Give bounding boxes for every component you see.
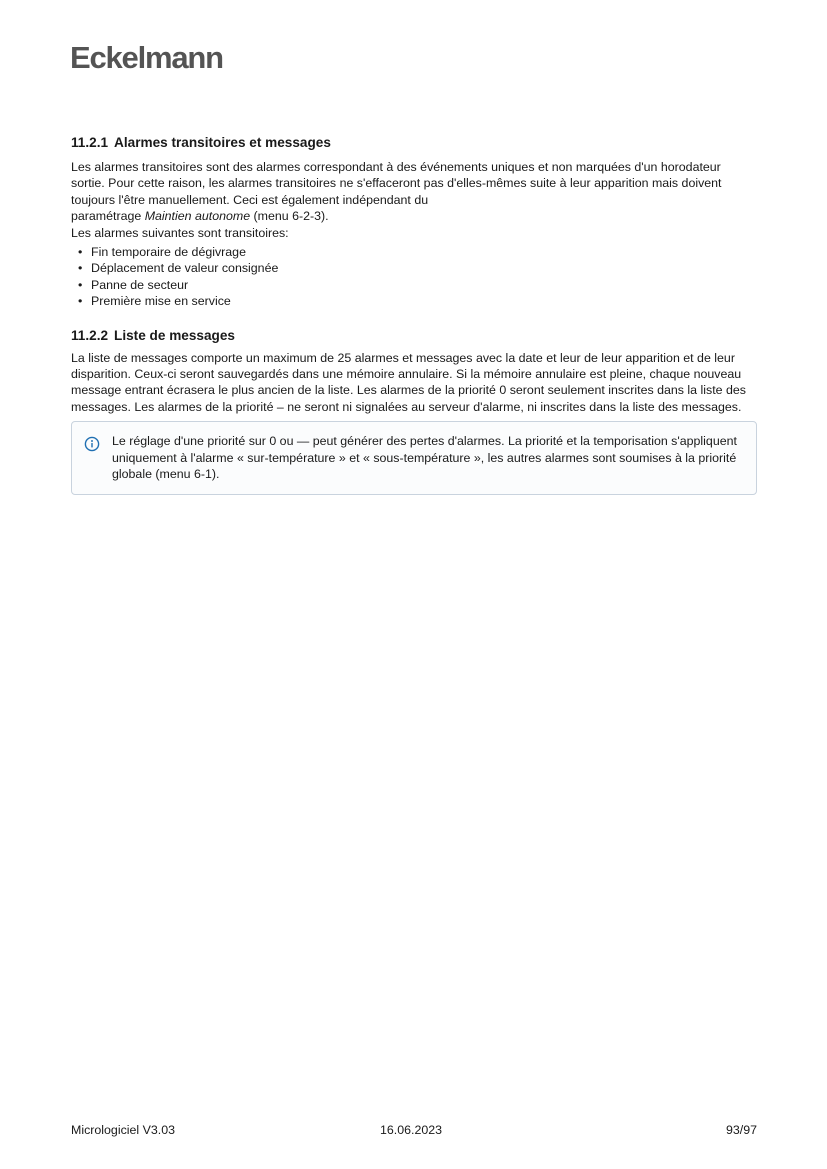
eckelmann-logo: Eckelmann bbox=[70, 40, 223, 75]
info-box bbox=[71, 421, 757, 494]
section2-paragraph: La liste de messages comporte un maximum de 25 alarmes et messages avec la date et leur de leur apparition et de leur disparition. Ceux-ci seront sauvegardés dans une mémoire annulaire. Si la mémoire annulaire est pleine, chaque nouveau message entrant écrasera le plus ancien de la liste. Les alarmes de la priorité 0 seront seulement inscrites dans la liste des messages. Les alarmes de la priorité – ne seront ni signalées au serveur d'alarme, ni inscrites dans la liste des messages. bbox=[71, 350, 746, 414]
document-content bbox=[71, 134, 757, 495]
section-number: 11.2.2 bbox=[71, 327, 109, 343]
parameter-name: Maintien autonome bbox=[144, 209, 251, 224]
list-item: • Panne de secteur bbox=[91, 277, 757, 293]
footer-page-number: 93/97 bbox=[725, 1123, 757, 1137]
list-item: • Fin temporaire de dégivrage bbox=[91, 244, 757, 260]
section1-paragraph: Les alarmes transitoires sont des alarmes correspondant à des événements uniques et non marquées d'un horodateur sortie. Pour cette raison, les alarmes transitoires ne s'effaceront pas d'elles-mêmes suite à leur apparition mais doivent toujours l'être manuellement. Ceci est également indépendant du bbox=[71, 160, 722, 207]
text-prefix: paramétrage bbox=[71, 209, 145, 224]
section1-paragraph-parameter bbox=[71, 208, 757, 224]
footer-date: 16.06.2023 bbox=[380, 1123, 443, 1137]
list-item: • Première mise en service bbox=[91, 293, 757, 309]
section1-list-intro: Les alarmes suivantes sont transitoires: bbox=[71, 225, 289, 240]
page-footer bbox=[71, 1123, 757, 1139]
section-number: 11.2.1 bbox=[71, 135, 109, 150]
list-item: • Déplacement de valeur consignée bbox=[91, 260, 757, 276]
section-title: Alarmes transitoires et messages bbox=[114, 135, 331, 150]
transitory-alarms-list bbox=[71, 244, 757, 310]
text-suffix: (menu 6-2-3). bbox=[250, 209, 329, 224]
section-title: Liste de messages bbox=[114, 327, 235, 343]
info-text: Le réglage d'une priorité sur 0 ou — peut générer des pertes d'alarmes. La priorité et la temporisation s'appliquent uniquement à l'alarme « sur-température » et « sous-température », les autres alarmes sont soumises à la priorité globale (menu 6-1). bbox=[112, 434, 737, 482]
section-heading-11-2-2 bbox=[71, 327, 757, 345]
section-heading-11-2-1 bbox=[71, 134, 757, 152]
info-circle-icon bbox=[84, 436, 100, 452]
footer-product: Micrologiciel V3.03 bbox=[71, 1123, 175, 1137]
